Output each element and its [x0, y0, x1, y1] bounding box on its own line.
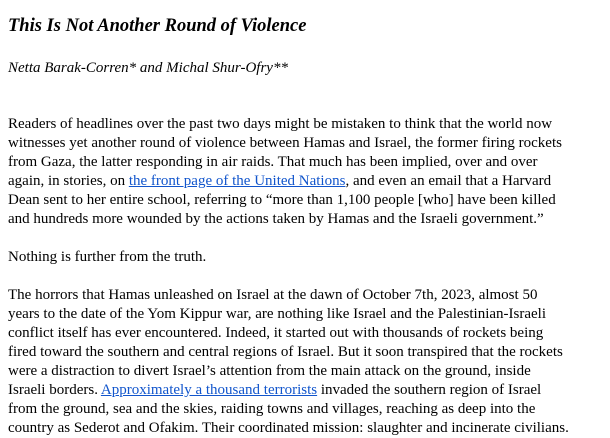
text-span: invaded the southern region of Israel [317, 382, 542, 398]
paragraph-line [8, 381, 541, 400]
un-front-page-link[interactable]: the front page of the United Nations [128, 173, 346, 189]
paragraph-line: Readers of headlines over the past two days might be mistaken to think that the world now [8, 116, 553, 132]
paragraph-line: country as Sederot and Ofakim. Their coordinated mission: slaughter and incinerate civilians. [8, 420, 569, 436]
paragraph-line: were a distraction to divert Israel’s attention from the main attack on the ground, inside [8, 363, 531, 379]
paragraph-line: Nothing is further from the truth. [8, 249, 207, 265]
paragraph-line: The horrors that Hamas unleashed on Israel at the dawn of October 7th, 2023, almost 50 [8, 287, 538, 303]
paragraph-line: witnesses yet another round of violence between Hamas and Israel, the former firing rockets [8, 135, 562, 151]
paragraph-line: Dean sent to her entire school, referring to “more than 1,100 people [who] have been killed [8, 192, 556, 208]
paragraph-line: conflict itself has ever encountered. Indeed, it started out with thousands of rockets being [8, 325, 544, 341]
paragraph-line: from Gaza, the latter responding in air raids. That much has been implied, over and over [8, 154, 538, 170]
text-span: again, in stories, on [8, 173, 129, 189]
article-title: This Is Not Another Round of Violence [8, 16, 307, 36]
paragraph-line: years to the date of the Yom Kippur war, are nothing like Israel and the Palestinian-Israeli [8, 306, 546, 322]
text-span: , and even an email that a Harvard [345, 173, 552, 189]
paragraph-line: and hundreds more wounded by the actions taken by Hamas and the Israeli government.” [8, 211, 544, 227]
paragraph-line [8, 172, 551, 191]
article-authors: Netta Barak-Corren* and Michal Shur-Ofry** [8, 60, 288, 76]
thousand-terrorists-link[interactable]: Approximately a thousand terrorists [100, 382, 318, 398]
paragraph-line: fired toward the southern and central regions of Israel. But it soon transpired that the rockets [8, 344, 563, 360]
paragraph-line: from the ground, sea and the skies, raiding towns and villages, reaching as deep into the [8, 401, 536, 417]
text-span: Israeli borders. [8, 382, 101, 398]
